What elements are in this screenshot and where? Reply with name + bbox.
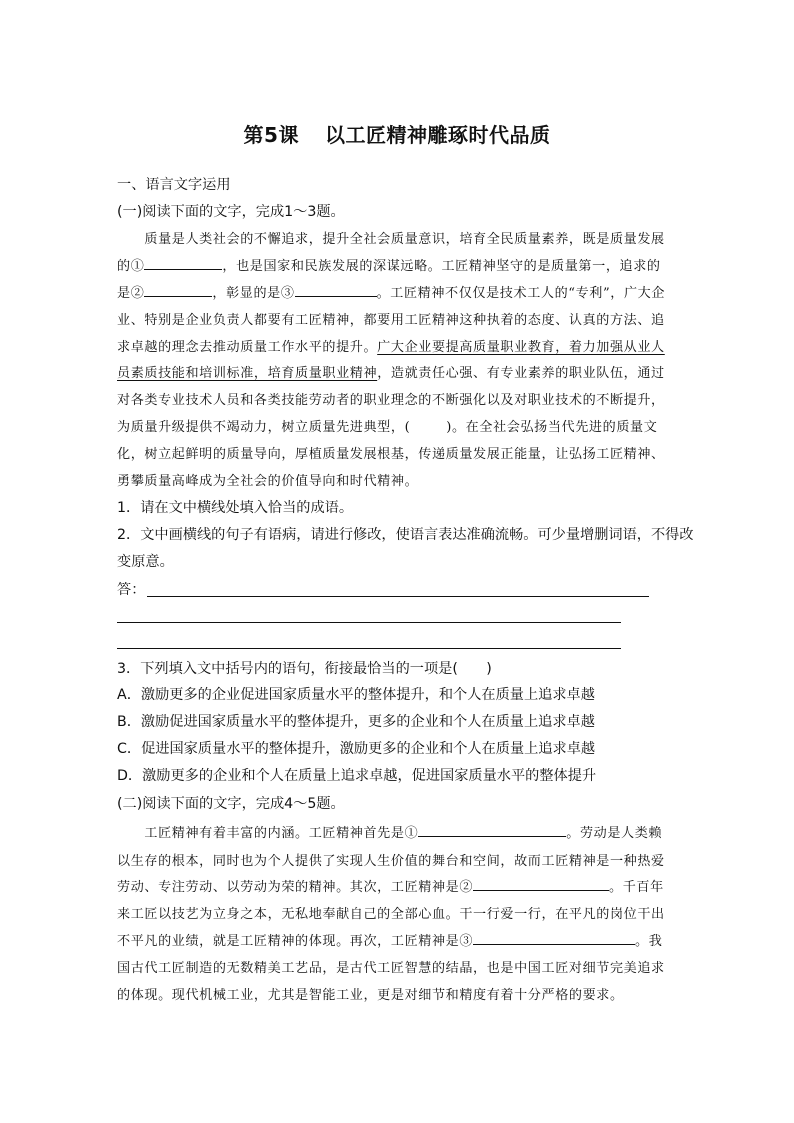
passage2-line: 不平凡的业绩，就是工匠精神的体现。再次，工匠精神是③ 。我 bbox=[117, 934, 663, 949]
passage1-line: 为质量升级提供不竭动力，树立质量先进典型，( )。在全社会弘扬当代先进的质量文 bbox=[117, 420, 658, 435]
answer-line[interactable] bbox=[117, 622, 621, 623]
passage2-line: 工匠精神有着丰富的内涵。工匠精神首先是① 。劳动是人类赖 bbox=[117, 826, 663, 841]
option-c: C．促进国家质量水平的整体提升，激励更多的企业和个人在质量上追求卓越 bbox=[117, 741, 596, 757]
passage2-line: 以生存的根本，同时也为个人提供了实现人生价值的舞台和空间，故而工匠精神是一种热爱 bbox=[117, 854, 665, 869]
passage1-line: 是② ，彰显的是③ 。工匠精神不仅仅是技术工人的“专利”，广大企 bbox=[117, 286, 666, 301]
answer-line[interactable] bbox=[147, 596, 649, 597]
blank-4 bbox=[418, 824, 566, 837]
section-heading: 一、语言文字运用 bbox=[117, 177, 231, 193]
answer-line[interactable] bbox=[117, 648, 621, 649]
passage1-line: 员素质技能和培训标准，培育质量职业精神，造就责任心强、有专业素养的职业队伍，通过 bbox=[117, 366, 665, 381]
passage1-line: 求卓越的理念去推动质量工作水平的提升。广大企业要提高质量职业教育，着力加强从业人 bbox=[117, 340, 665, 355]
passage2-line: 的体现。现代机械工业，尤其是智能工业，更是对细节和精度有着十分严格的要求。 bbox=[117, 988, 624, 1003]
passage2-line: 国古代工匠制造的无数精美工艺品，是古代工匠智慧的结晶，也是中国工匠对细节完美追求 bbox=[117, 961, 665, 976]
passage2-line: 来工匠以技艺为立身之本，无私地奉献自己的全部心血。干一行爱一行，在平凡的岗位干出 bbox=[117, 907, 665, 922]
underlined-sentence: 广大企业要提高质量职业教育，着力加强从业人 bbox=[377, 340, 665, 355]
question-1: 1．请在文中横线处填入恰当的成语。 bbox=[117, 500, 354, 516]
blank-5 bbox=[473, 878, 609, 891]
question-2: 2．文中画横线的句子有语病，请进行修改，使语言表达准确流畅。可少量增删词语，不得改 bbox=[117, 527, 694, 543]
part1-intro: (一)阅读下面的文字，完成1～3题。 bbox=[117, 204, 345, 220]
answer-label: 答： bbox=[117, 582, 146, 598]
passage1-line: 对各类专业技术人员和各类技能劳动者的职业理念的不断强化以及对职业技术的不断提升， bbox=[117, 393, 665, 408]
passage1-line: 的① ，也是国家和民族发展的深谋远略。工匠精神坚守的是质量第一，追求的 bbox=[117, 259, 661, 274]
blank-2 bbox=[144, 284, 212, 297]
blank-6 bbox=[473, 932, 635, 945]
lesson-number: 第5课 bbox=[243, 123, 299, 147]
passage1-line: 业、特别是企业负责人都要有工匠精神，都要用工匠精神这种执着的态度、认真的方法、追 bbox=[117, 313, 665, 328]
page-title bbox=[0, 119, 794, 148]
question-2-cont: 变原意。 bbox=[117, 554, 174, 570]
lesson-name: 以工匠精神雕琢时代品质 bbox=[324, 123, 551, 147]
part2-intro: (二)阅读下面的文字，完成4～5题。 bbox=[117, 796, 345, 812]
passage1-line: 化，树立起鲜明的质量导向，厚植质量发展根基，传递质量发展正能量，让弘扬工匠精神、 bbox=[117, 447, 665, 462]
passage2-line: 劳动、专注劳动、以劳动为荣的精神。其次，工匠精神是② 。千百年 bbox=[117, 880, 664, 895]
underlined-sentence: 员素质技能和培训标准，培育质量职业精神 bbox=[117, 366, 378, 381]
passage1-line: 勇攀质量高峰成为全社会的价值导向和时代精神。 bbox=[117, 474, 419, 489]
passage1-line: 质量是人类社会的不懈追求，提升全社会质量意识，培育全民质量素养，既是质量发展 bbox=[117, 232, 665, 247]
option-a: A．激励更多的企业促进国家质量水平的整体提升，和个人在质量上追求卓越 bbox=[117, 687, 595, 703]
question-3: 3．下列填入文中括号内的语句，衔接最恰当的一项是( ) bbox=[117, 661, 492, 677]
option-d: D．激励更多的企业和个人在质量上追求卓越，促进国家质量水平的整体提升 bbox=[117, 768, 597, 784]
blank-1 bbox=[144, 257, 222, 270]
blank-3 bbox=[295, 284, 377, 297]
option-b: B．激励促进国家质量水平的整体提升，更多的企业和个人在质量上追求卓越 bbox=[117, 714, 595, 730]
